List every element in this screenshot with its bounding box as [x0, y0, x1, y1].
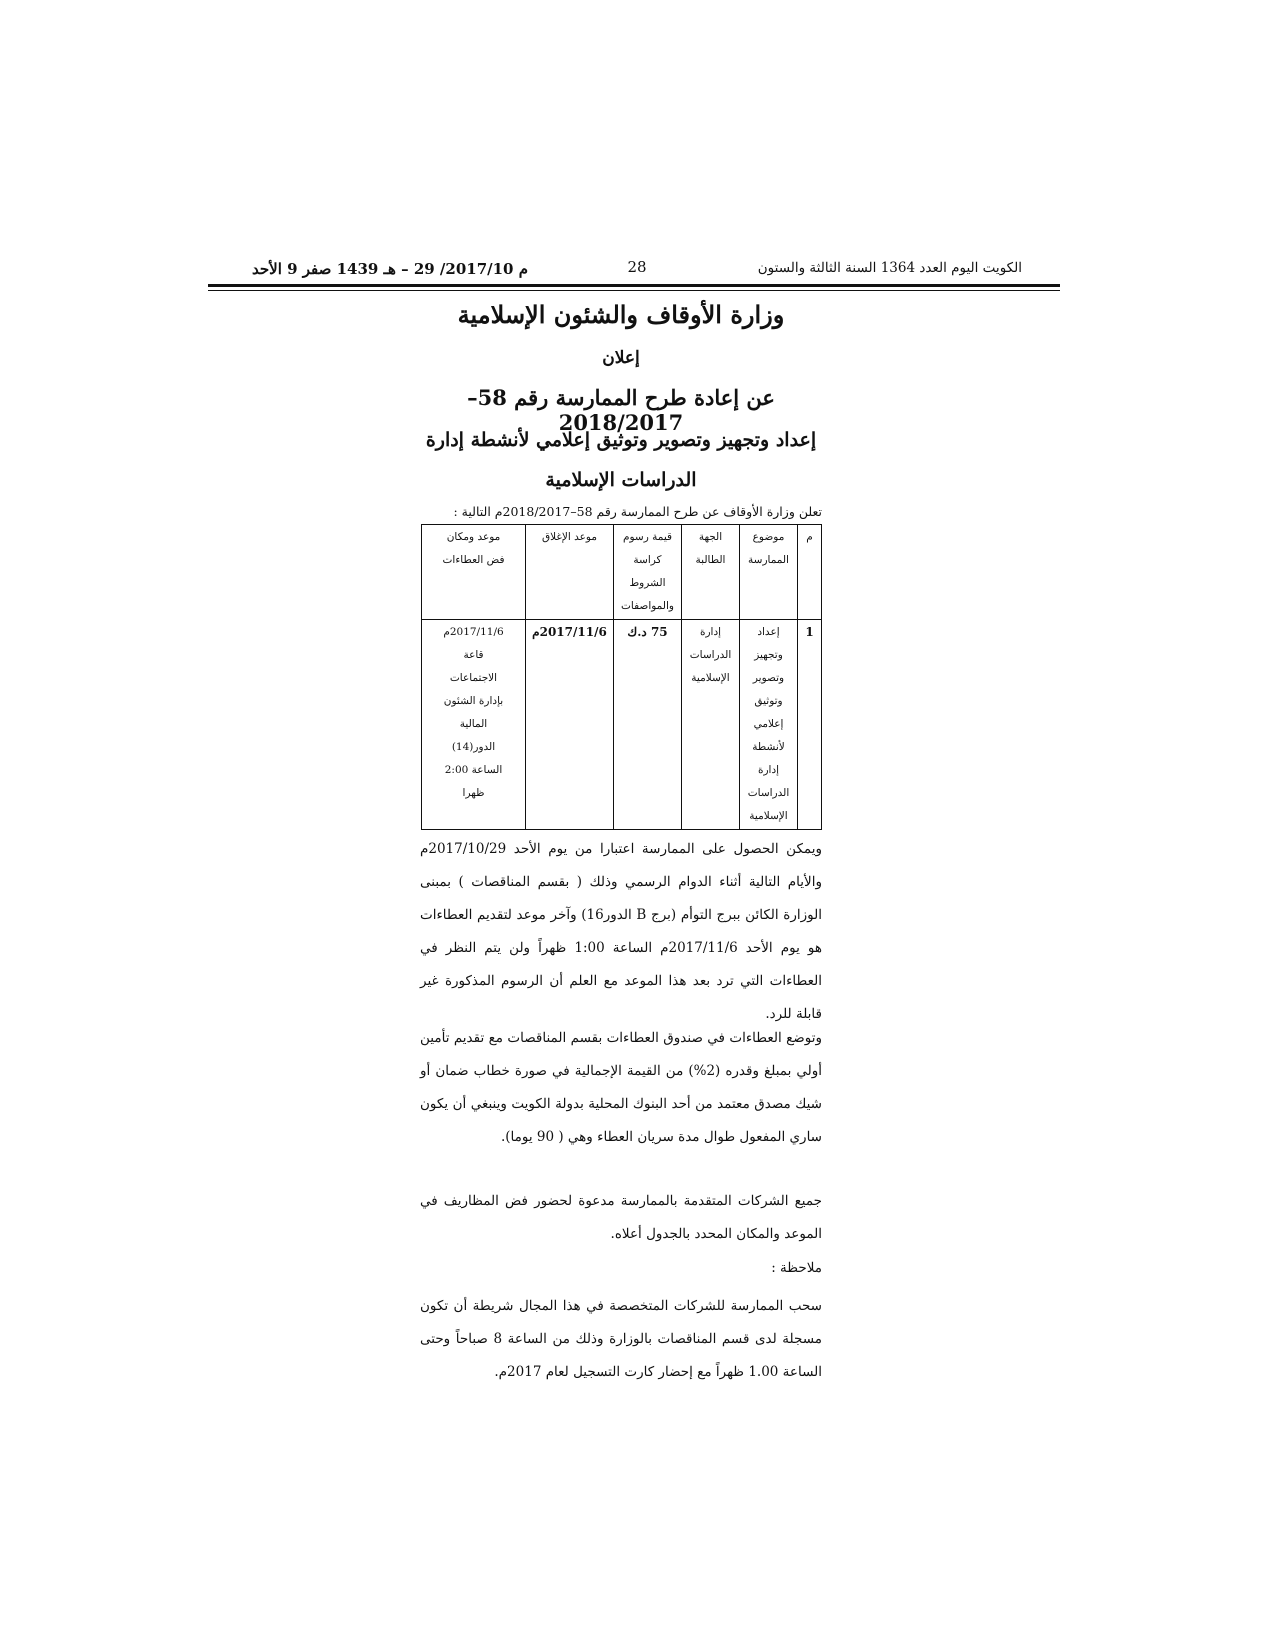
cell-line: م [806, 531, 813, 543]
cell-line: 2017/11/6م [443, 626, 504, 638]
table-cell [422, 620, 526, 830]
header-cell [798, 525, 822, 620]
cell-line: الدور(14) [451, 741, 496, 753]
header-rule-thick [208, 284, 1060, 287]
cell-line: الساعة 2:00 [444, 764, 503, 776]
cell-line: الإسلامية [749, 810, 788, 822]
cell-line: الدراسات [747, 787, 790, 799]
table-cell [614, 620, 682, 830]
cell-line: وتوثيق [754, 695, 783, 707]
cell-line: والمواصفات [621, 600, 674, 612]
cell-line: قيمة رسوم [622, 531, 673, 543]
cell-line: بإدارة الشئون [443, 695, 504, 707]
intro-text: تعلن وزارة الأوقاف عن طرح الممارسة رقم 58–2018/2017م التالية : [453, 504, 822, 519]
cell-line: الممارسة [748, 554, 789, 566]
cell-line: وتصوير [752, 672, 785, 684]
cell-line: الجهة [698, 531, 723, 543]
practice-title [420, 420, 822, 500]
cell-line: كراسة [633, 554, 662, 566]
header-cell [740, 525, 798, 620]
cell-line: موعد الإغلاق [542, 531, 597, 543]
table-cell [526, 620, 614, 830]
cell-line: موضوع [752, 531, 785, 543]
cell-line: قاعة [463, 649, 484, 661]
header-date: م 2017/10/ 29 – هـ 1439 صفر 9 الأحد [252, 260, 529, 278]
header-page-number: 28 [627, 258, 647, 276]
cell-line: وتجهيز [754, 649, 783, 661]
header-issue-info: الكويت اليوم العدد 1364 السنة الثالثة والستون [757, 260, 1022, 276]
ministry-title: وزارة الأوقاف والشئون الإسلامية [457, 300, 785, 329]
cell-line: 75 د.ك [627, 625, 668, 639]
practice-title-line2: الدراسات الإسلامية [545, 469, 697, 491]
cell-line: موعد ومكان [446, 531, 501, 543]
cell-line: إدارة [699, 626, 722, 638]
body-paragraph-1: ويمكن الحصول على الممارسة اعتبارا من يوم الأحد 2017/10/29م والأيام التالية أثناء الدوام الرسمي وذلك ( بقسم المناقصات ) بمبنى الوزارة الكائن ببرج التوأم (برج B الدور16) وآخر موعد لتقديم العطاءات هو يوم الأحد 2017/11/6م الساعة 1:00 ظهراً ولن يتم النظر في العطاءات التي ترد بعد هذا الموعد مع العلم أن الرسوم المذكورة غير قابلة للرد. [420, 841, 822, 1022]
table-cell [740, 620, 798, 830]
header-rule-thin [208, 290, 1060, 291]
cell-line: الطالبة [695, 554, 726, 566]
practice-table [421, 524, 822, 830]
cell-line: إدارة [757, 764, 780, 776]
cell-line: فض العطاءات [442, 554, 505, 566]
cell-line: الشروط [629, 577, 666, 589]
practice-subject: عن إعادة طرح الممارسة رقم 58– 2018/2017 [467, 385, 775, 435]
header-cell [422, 525, 526, 620]
practice-title-line1: إعداد وتجهيز وتصوير وتوثيق إعلامي لأنشطة إدارة [425, 429, 817, 451]
cell-line: لأنشطة [752, 741, 785, 753]
running-header [252, 256, 1022, 286]
cell-line: الإسلامية [691, 672, 730, 684]
cell-line: الاجتماعات [449, 672, 498, 684]
header-cell [682, 525, 740, 620]
cell-line: إعداد [757, 626, 780, 638]
cell-line: إعلامي [753, 718, 784, 730]
cell-line: ظهرا [462, 787, 485, 799]
table-header-row [422, 525, 822, 620]
header-cell [614, 525, 682, 620]
body-paragraph-4: سحب الممارسة للشركات المتخصصة في هذا المجال شريطة أن تكون مسجلة لدى قسم المناقصات بالوزارة وذلك من الساعة 8 صباحاً وحتى الساعة 1.00 ظهراً مع إحضار كارت التسجيل لعام 2017م. [420, 1298, 822, 1380]
header-cell [526, 525, 614, 620]
announcement-label: إعلان [602, 348, 640, 368]
note-label: ملاحظة : [771, 1260, 822, 1276]
cell-line: المالية [459, 718, 488, 730]
table-cell [682, 620, 740, 830]
cell-line: 1 [805, 625, 814, 639]
table-cell [798, 620, 822, 830]
body-paragraph-3: جميع الشركات المتقدمة بالممارسة مدعوة لحضور فض المظاريف في الموعد والمكان المحدد بالجدول أعلاه. [420, 1193, 822, 1242]
cell-line: الدراسات [689, 649, 732, 661]
cell-line: 2017/11/6م [532, 625, 607, 639]
body-paragraph-2: وتوضع العطاءات في صندوق العطاءات بقسم المناقصات مع تقديم تأمين أولي بمبلغ وقدره (2%) من القيمة الإجمالية في صورة خطاب ضمان أو شيك مصدق معتمد من أحد البنوك المحلية بدولة الكويت وينبغي أن يكون ساري المفعول طوال مدة سريان العطاء وهي ( 90 يوما). [420, 1030, 823, 1145]
table-row [422, 620, 822, 830]
